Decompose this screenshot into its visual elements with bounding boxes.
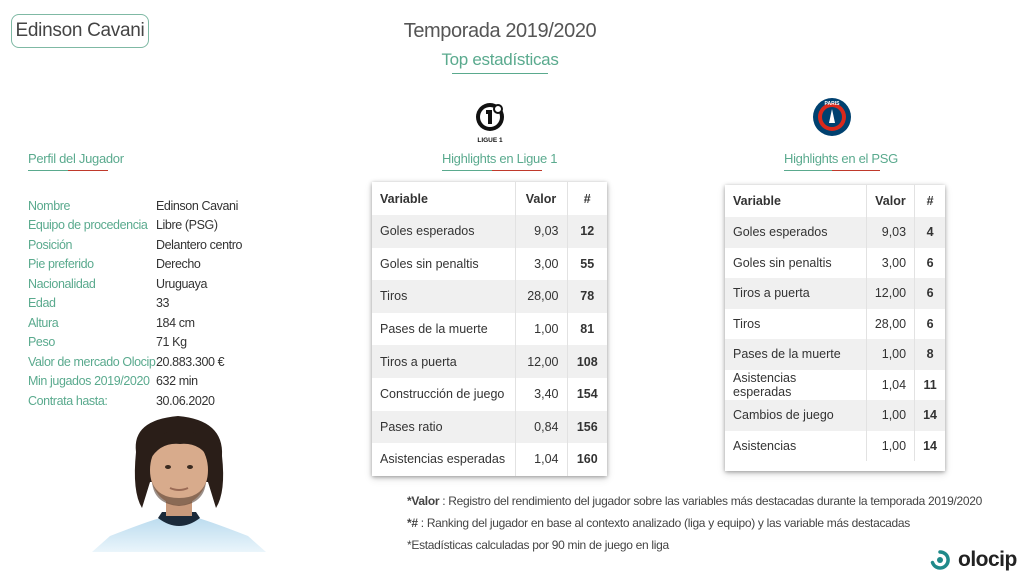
profile-label: Min jugados 2019/2020 [28,374,150,389]
cell-rank: 78 [567,280,607,313]
cell-rank: 6 [926,316,934,331]
profile-row [28,196,242,216]
cell-valor: 0,84 [515,411,567,444]
psg-underline-green [784,170,832,171]
cell-valor: 9,03 [515,215,567,248]
cell-rank: 12 [567,215,607,248]
cell-variable: Asistencias esperadas [372,443,515,476]
profile-value: Libre (PSG) [156,218,218,233]
table-row [372,378,607,411]
profile-underline-red [68,170,108,171]
cell-valor: 1,00 [866,400,914,431]
table-row [372,443,607,476]
cell-valor: 9,03 [866,217,914,248]
psg-crest-text: PARIS [824,101,840,107]
cell-rank: 6 [915,278,945,309]
cell-variable: Pases de la muerte [725,339,866,370]
footnote-key: *# [407,516,418,530]
cell-valor: 28,00 [515,280,567,313]
cell-rank: 55 [580,256,595,271]
profile-underline-green [28,170,68,171]
cell-variable: Asistencias [725,431,866,462]
table-row [725,400,945,431]
profile-label: Nacionalidad [28,276,96,291]
cell-rank: 11 [923,377,937,392]
ligue1-table [372,182,607,476]
profile-value: 632 min [156,374,198,389]
table-row [372,248,607,281]
footnote-rank [407,512,982,534]
profile-row [28,372,242,392]
brand-name: olocip [958,548,1017,571]
table-row [372,411,607,444]
cell-valor: 1,04 [866,370,914,401]
cell-rank: 160 [576,452,598,467]
column-header-rank: # [926,194,934,208]
psg-section-title: Highlights en el PSG [784,151,898,166]
footnote-text: : Ranking del jugador en base al contexto analizado (liga y equipo) y las variable más destacadas [420,516,910,530]
cell-rank: 81 [580,322,595,337]
olocip-mark-icon [930,550,950,570]
ligue1-logo-text: LIGUE 1 [477,137,503,144]
profile-row [28,313,242,333]
cell-variable: Goles esperados [372,215,515,248]
profile-label: Valor de mercado Olocip [28,354,156,369]
ligue1-logo [470,100,510,146]
column-header-valor: Valor [515,182,567,215]
profile-value: 20.883.300 € [156,354,225,369]
profile-value: 33 [156,296,170,311]
cell-variable: Construcción de juego [372,378,515,411]
table-row [725,309,945,340]
cell-rank: 156 [567,411,607,444]
cell-valor: 1,04 [515,443,567,476]
table-row [372,313,607,346]
profile-label: Equipo de procedencia [28,218,148,233]
profile-row [28,274,242,294]
footnote-per90 [407,534,982,556]
cell-valor: 28,00 [866,309,914,340]
table-row [372,345,607,378]
table-row [372,280,607,313]
ligue1-underline-red [492,170,542,171]
profile-label: Nombre [28,198,71,213]
cell-variable: Tiros [725,309,866,340]
profile-row [28,216,242,236]
cell-valor: 12,00 [866,278,914,309]
profile-label: Edad [28,296,56,311]
psg-table-card [725,185,945,471]
olocip-logo [930,548,1017,572]
profile-value: 30.06.2020 [156,393,215,408]
profile-value: Uruguaya [156,276,207,291]
table-row [725,217,945,248]
profile-row [28,294,242,314]
profile-label: Peso [28,335,55,350]
profile-row [28,391,242,411]
player-profile [28,196,242,411]
profile-value: Edinson Cavani [156,198,238,213]
cell-valor: 1,00 [866,431,914,462]
profile-value: Delantero centro [156,237,243,252]
player-name: Edinson Cavani [15,20,145,41]
table-row [725,370,945,401]
cell-valor: 12,00 [515,345,567,378]
footnote-text: *Estadísticas calculadas por 90 min de juego en liga [407,538,669,552]
cell-variable: Pases de la muerte [372,313,515,346]
season-title: Temporada 2019/2020 [403,20,597,42]
profile-label: Pie preferido [28,257,94,272]
table-row [725,339,945,370]
cell-valor: 1,00 [866,339,914,370]
table-row [725,431,945,462]
cell-rank: 108 [567,345,607,378]
profile-row [28,333,242,353]
cell-variable: Tiros a puerta [372,345,515,378]
profile-row [28,235,242,255]
cell-rank: 4 [915,217,945,248]
cell-valor: 1,00 [515,313,567,346]
cell-rank: 14 [915,400,945,431]
cell-variable: Goles sin penaltis [725,248,866,279]
cell-variable: Goles esperados [725,217,866,248]
cell-variable: Goles sin penaltis [372,248,515,281]
player-photo [88,412,270,552]
ligue1-table-card [372,182,607,476]
cell-variable: Pases ratio [372,411,515,444]
psg-table [725,185,945,461]
cell-variable: Cambios de juego [725,400,866,431]
page-subtitle: Top estadísticas [441,50,559,69]
table-row [372,215,607,248]
profile-label: Posición [28,237,73,252]
profile-value: 184 cm [156,315,195,330]
cell-valor: 3,40 [515,378,567,411]
ligue1-underline-green [442,170,492,171]
cell-valor: 3,00 [866,248,914,279]
player-name-badge [11,14,149,48]
footnotes [407,490,982,556]
column-header-valor: Valor [866,185,914,217]
profile-value: Derecho [156,257,201,272]
cell-variable: Asistencias esperadas [725,370,866,401]
cell-variable: Tiros a puerta [725,278,866,309]
cell-rank: 8 [915,339,945,370]
profile-value: 71 Kg [156,335,187,350]
profile-label: Altura [28,315,59,330]
profile-label: Contrata hasta: [28,393,108,408]
subtitle-underline [452,73,548,74]
profile-row [28,255,242,275]
cell-valor: 3,00 [515,248,567,281]
cell-rank: 6 [926,255,934,270]
footnote-text: : Registro del rendimiento del jugador sobre las variables más destacadas durante la temporada 2019/2020 [442,494,983,508]
column-header-rank: # [583,191,591,206]
psg-crest [812,97,852,137]
cell-rank: 154 [576,387,598,402]
column-header-variable: Variable [725,185,866,217]
profile-row [28,352,242,372]
column-header-variable: Variable [372,182,515,215]
ligue1-section-title: Highlights en Ligue 1 [442,151,558,166]
table-row [725,278,945,309]
table-row [725,248,945,279]
cell-rank: 14 [923,438,937,453]
psg-underline-red [832,170,880,171]
footnote-key: *Valor [407,494,440,508]
footnote-valor [407,490,982,512]
cell-variable: Tiros [372,280,515,313]
profile-section-title: Perfil del Jugador [28,151,124,166]
